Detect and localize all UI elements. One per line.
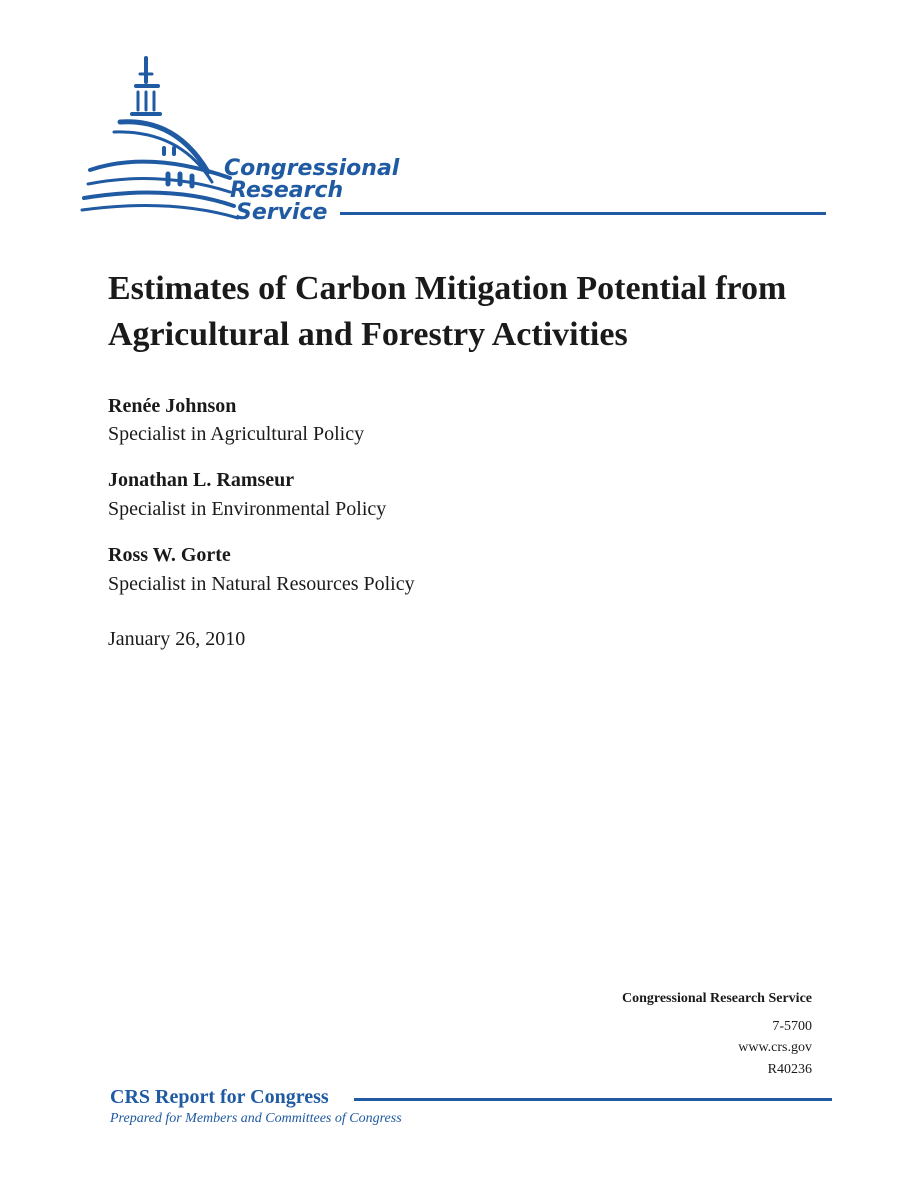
capitol-dome-icon xyxy=(80,52,240,222)
author-name: Renée Johnson xyxy=(108,395,237,417)
footer-title: CRS Report for Congress xyxy=(110,1086,329,1108)
author-name: Jonathan L. Ramseur xyxy=(108,469,295,491)
author-role: Specialist in Agricultural Policy xyxy=(108,423,365,445)
logo-divider xyxy=(340,212,826,215)
info-organization: Congressional Research Service xyxy=(621,991,812,1006)
author-role: Specialist in Environmental Policy xyxy=(108,498,387,520)
logo-text-congressional: Congressional xyxy=(224,156,400,181)
report-date: January 26, 2010 xyxy=(108,628,246,650)
logo-text-service: Service xyxy=(236,200,328,225)
footer-subtitle: Prepared for Members and Committees of Congress xyxy=(110,1111,402,1126)
author-role: Specialist in Natural Resources Policy xyxy=(108,573,415,595)
info-number: 7-5700 xyxy=(772,1019,812,1034)
info-website-link[interactable]: www.crs.gov xyxy=(738,1040,812,1055)
logo-text-research: Research xyxy=(230,178,344,203)
info-report-id: R40236 xyxy=(767,1062,812,1077)
report-title: Estimates of Carbon Mitigation Potential from Agricultural and Forestry Activities xyxy=(108,270,787,353)
footer-divider xyxy=(354,1098,832,1101)
author-name: Ross W. Gorte xyxy=(108,544,231,566)
